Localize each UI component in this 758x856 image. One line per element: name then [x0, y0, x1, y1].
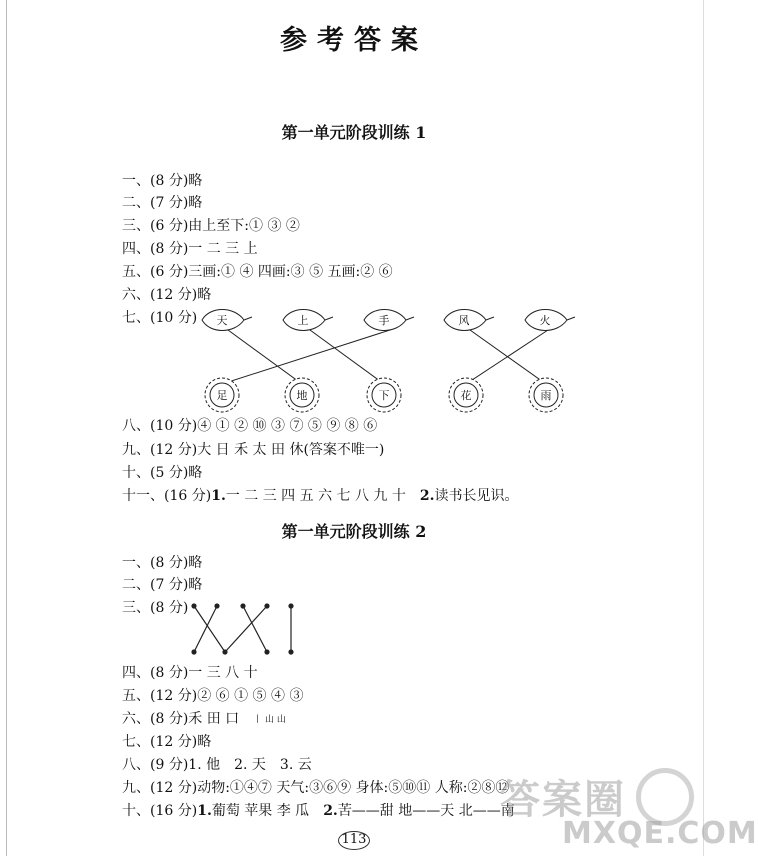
u1-q11-b: 读书长见识。 — [434, 488, 519, 504]
u2-q7: 七、(12 分)略 — [122, 734, 212, 750]
u1-q11-label: 十一、(16 分) — [122, 488, 212, 504]
u1-q2: 二、(7 分)略 — [122, 195, 203, 211]
match-line — [466, 330, 548, 384]
page-title: 参考答案 — [280, 25, 428, 56]
u2-q2: 二、(7 分)略 — [122, 577, 203, 593]
leaf-char: 上 — [297, 314, 309, 327]
u2-q10-b: 苦——甜 地——天 北——南 — [337, 803, 515, 819]
match-line — [470, 330, 546, 384]
u2-q6-text: 六、(8 分)禾 田 口 — [122, 711, 240, 727]
flower-char: 足 — [216, 389, 228, 402]
leaf-char: 手 — [378, 314, 390, 327]
u2-q1: 一、(8 分)略 — [122, 555, 203, 571]
watermark — [478, 766, 758, 856]
match-line — [310, 330, 384, 384]
flower-char: 下 — [378, 389, 390, 402]
u2-q4: 四、(8 分)一 三 八 十 — [122, 665, 258, 681]
u1-q7-label: 七、(10 分) — [122, 310, 198, 326]
flower-char: 雨 — [540, 389, 552, 402]
unit2-heading: 第一单元阶段训练 2 — [281, 522, 427, 541]
u2-q10-a-num: 1. — [197, 803, 212, 819]
leaf-char: 风 — [458, 314, 470, 327]
u2-q8-b: 2. 天 — [234, 757, 266, 773]
u1-q4: 四、(8 分)一 二 三 上 — [122, 241, 258, 257]
unit1-heading: 第一单元阶段训练 1 — [281, 123, 427, 142]
match-line — [228, 330, 302, 384]
leaf-char: 天 — [216, 314, 228, 327]
u1-q9: 九、(12 分)大 日 禾 太 田 休(答案不唯一) — [122, 442, 385, 458]
u1-q1: 一、(8 分)略 — [122, 173, 203, 189]
u2-q10-b-num: 2. — [323, 803, 338, 819]
u1-q3: 三、(6 分)由上至下:① ③ ② — [122, 218, 300, 234]
u1-q11-a: 一 二 三 四 五 六 七 八 九 十 — [225, 488, 406, 504]
u1-q10: 十、(5 分)略 — [122, 465, 203, 481]
u2-q3-label: 三、(8 分) — [122, 600, 189, 616]
u1-q11-a-num: 1. — [211, 488, 226, 504]
watermark-bottom: MXQE.COM — [562, 816, 758, 851]
u2-q8-a: 1. 他 — [188, 757, 221, 773]
flower-char: 地 — [296, 389, 308, 402]
flower-char: 花 — [460, 389, 472, 402]
leaf-char: 火 — [539, 314, 551, 327]
u2-q8-c: 3. 云 — [279, 757, 312, 773]
u1-q5: 五、(6 分)三画:① ④ 四画:③ ⑤ 五画:② ⑥ — [122, 264, 393, 280]
watermark-top: 答案圈 — [500, 777, 626, 823]
u2-q9: 九、(12 分)动物:①④⑦ 天气:③⑥⑨ 身体:⑤⑩⑪ 人称:②⑧⑫ — [122, 780, 510, 796]
dot-matching — [192, 604, 293, 654]
u2-q6 — [122, 709, 286, 729]
u1-q6: 六、(12 分)略 — [122, 287, 212, 303]
u2-q8 — [122, 755, 312, 775]
match-line — [222, 330, 390, 384]
u2-q6-small: 丨 山 山 — [253, 715, 286, 725]
u1-q11 — [122, 486, 519, 506]
u2-q5: 五、(12 分)② ⑥ ① ⑤ ④ ③ — [122, 688, 304, 704]
u1-q8: 八、(10 分)④ ① ② ⑩ ③ ⑦ ⑤ ⑨ ⑧ ⑥ — [122, 418, 378, 434]
u2-q8-label: 八、(9 分) — [122, 757, 189, 773]
u1-q11-b-num: 2. — [419, 488, 435, 504]
page-number-text: 113 — [341, 832, 367, 847]
u2-q10 — [122, 801, 515, 821]
u2-q10-label: 十、(16 分) — [122, 803, 198, 819]
u2-q10-a: 葡萄 苹果 李 瓜 — [211, 803, 310, 819]
page-number — [336, 829, 372, 851]
